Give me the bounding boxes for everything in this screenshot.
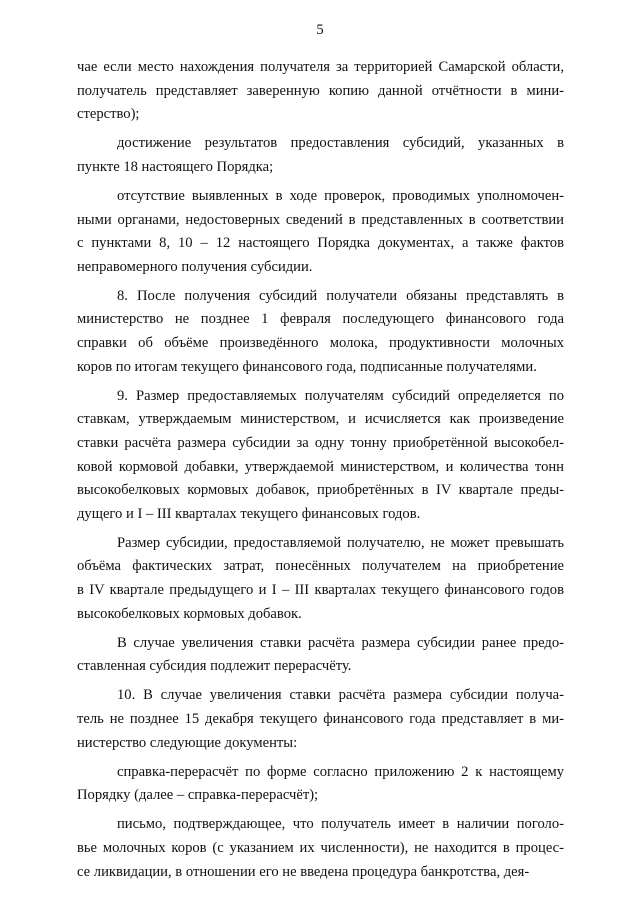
text-line: коров по итогам текущего финансового года, подписанные получателями. bbox=[77, 358, 537, 375]
text-line: неправомерного получения субсидии. bbox=[77, 258, 313, 275]
text-line: вье молочных коров (с указанием их численности), не находится в процес- bbox=[77, 839, 564, 856]
paragraph bbox=[77, 532, 564, 626]
text-line: высокобелковых кормовых добавок, приобретённых в IV квартале преды- bbox=[77, 482, 564, 499]
text-line: ными органами, недостоверных сведений в представленных в соответствии bbox=[77, 211, 564, 228]
paragraph bbox=[77, 285, 564, 379]
text-line: достижение результатов предоставления субсидий, указанных в bbox=[117, 135, 564, 152]
page-number: 5 bbox=[316, 22, 324, 38]
text-line: стерство); bbox=[77, 106, 140, 123]
text-line: письмо, подтверждающее, что получатель имеет в наличии поголо- bbox=[117, 816, 564, 833]
paragraph bbox=[77, 56, 564, 127]
text-line: тель не позднее 15 декабря текущего финансового года представляет в ми- bbox=[77, 710, 564, 727]
text-line: с пунктами 8, 10 – 12 настоящего Порядка документах, а также фактов bbox=[77, 235, 564, 252]
text-line: справки об объёме произведённого молока, продуктивности молочных bbox=[77, 335, 564, 352]
paragraph bbox=[77, 632, 564, 679]
text-line: отсутствие выявленных в ходе проверок, проводимых уполномочен- bbox=[117, 187, 564, 204]
text-line: Порядку (далее – справка-перерасчёт); bbox=[77, 787, 319, 804]
text-line: пункте 18 настоящего Порядка; bbox=[77, 158, 274, 175]
text-line: 9. Размер предоставляемых получателям субсидий определяется по bbox=[117, 387, 564, 404]
paragraph bbox=[77, 813, 564, 884]
text-line: чае если место нахождения получателя за территорией Самарской области, bbox=[77, 59, 564, 75]
paragraph bbox=[77, 684, 564, 755]
text-line: ставкам, утверждаемым министерством, и исчисляется как произведение bbox=[77, 411, 564, 428]
text-line: получатель представляет заверенную копию данной отчётности в мини- bbox=[77, 82, 564, 99]
paragraph bbox=[77, 761, 564, 808]
text-line: ставленная субсидия подлежит перерасчёту. bbox=[77, 658, 352, 675]
text-line: се ликвидации, в отношении его не введена процедура банкротства, дея- bbox=[77, 863, 530, 880]
text-line: В случае увеличения ставки расчёта размера субсидии ранее предо- bbox=[117, 634, 564, 651]
text-line: ковой кормовой добавки, утверждаемой министерством, и количества тонн bbox=[77, 458, 564, 475]
text-line: 8. После получения субсидий получатели обязаны представлять в bbox=[117, 287, 564, 304]
paragraph bbox=[77, 132, 564, 179]
text-line: дущего и I – III кварталах текущего финансовых годов. bbox=[77, 505, 421, 522]
text-line: нистерство следующие документы: bbox=[77, 734, 298, 751]
paragraph bbox=[77, 385, 564, 527]
document-body bbox=[77, 56, 564, 884]
text-line: в IV квартале предыдущего и I – III кварталах текущего финансового годов bbox=[77, 581, 564, 598]
text-line: Размер субсидии, предоставляемой получателю, не может превышать bbox=[117, 534, 564, 551]
text-line: ставки расчёта размера субсидии за одну тонну приобретённой высокобел- bbox=[77, 434, 564, 451]
text-line: высокобелковых кормовых добавок. bbox=[77, 605, 302, 622]
paragraph bbox=[77, 185, 564, 279]
text-line: объёма фактических затрат, понесённых получателем на приобретение bbox=[77, 558, 564, 575]
text-line: министерство не позднее 1 февраля последующего финансового года bbox=[77, 311, 564, 328]
text-line: справка-перерасчёт по форме согласно приложению 2 к настоящему bbox=[117, 763, 564, 780]
text-line: 10. В случае увеличения ставки расчёта размера субсидии получа- bbox=[117, 687, 564, 704]
